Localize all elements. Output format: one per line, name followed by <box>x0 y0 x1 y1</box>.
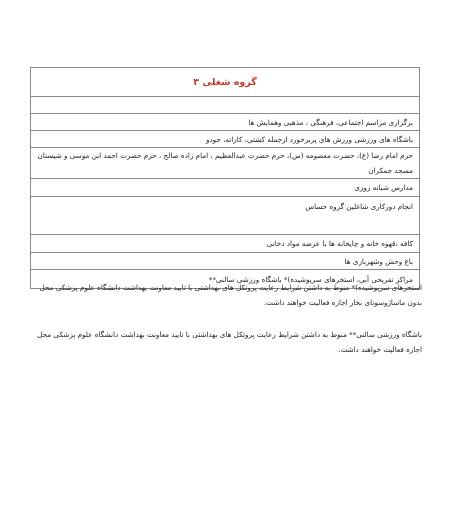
table-cell: باشگاه های ورزشی ورزش های پربرخورد ازجمله کشتی، کاراته، جودو <box>31 131 420 148</box>
table-cell: حرم امام رضا (ع)، حضرت معصومه (س)، حرم حضرت عبدالعظیم ، امام زاده صالح ، حرم حضرت احمد ابن موسی و شیستان مسجد جمکران <box>31 148 420 179</box>
table-cell: کافه ،قهوه خانه و چایخانه ها با عرضه مواد دخانی <box>31 235 420 253</box>
table-cell: مراکز تفریحی آبی، استخرهای سرپوشیده)* باشگاه ورزشی سالنی** <box>31 270 420 289</box>
table-cell: انجام دورکاری شاغلین گروه حساس <box>31 197 420 235</box>
notes-section <box>30 0 422 519</box>
note-paragraph: استخرهای سرپوشیده)* منوط به داشتن شرایط رعایت پروتکل های بهداشتی با تایید معاونت بهداشت دانشگاه علوم پزشکی محل بدون ماساژوسونای بخار اجازه فعالیت خواهند داشت. <box>39 283 422 307</box>
table-title: گروه شغلی ۳ <box>31 68 420 97</box>
table-cell: برگزاری مراسم اجتماعی، فرهنگی ، مذهبی وهمایش ها <box>31 114 420 131</box>
table-cell: مدارس شبانه روزی <box>31 179 420 197</box>
note-paragraph: باشگاه ورزشی سالنی** منوط به داشتن شرایط رعایت پروتکل های بهداشتی با تایید معاونت بهداشت دانشگاه علوم پزشکی محل اجازه فعالیت خواهند داشت. <box>37 330 422 354</box>
table-cell: باغ وحش وشهربازی ها <box>31 253 420 270</box>
